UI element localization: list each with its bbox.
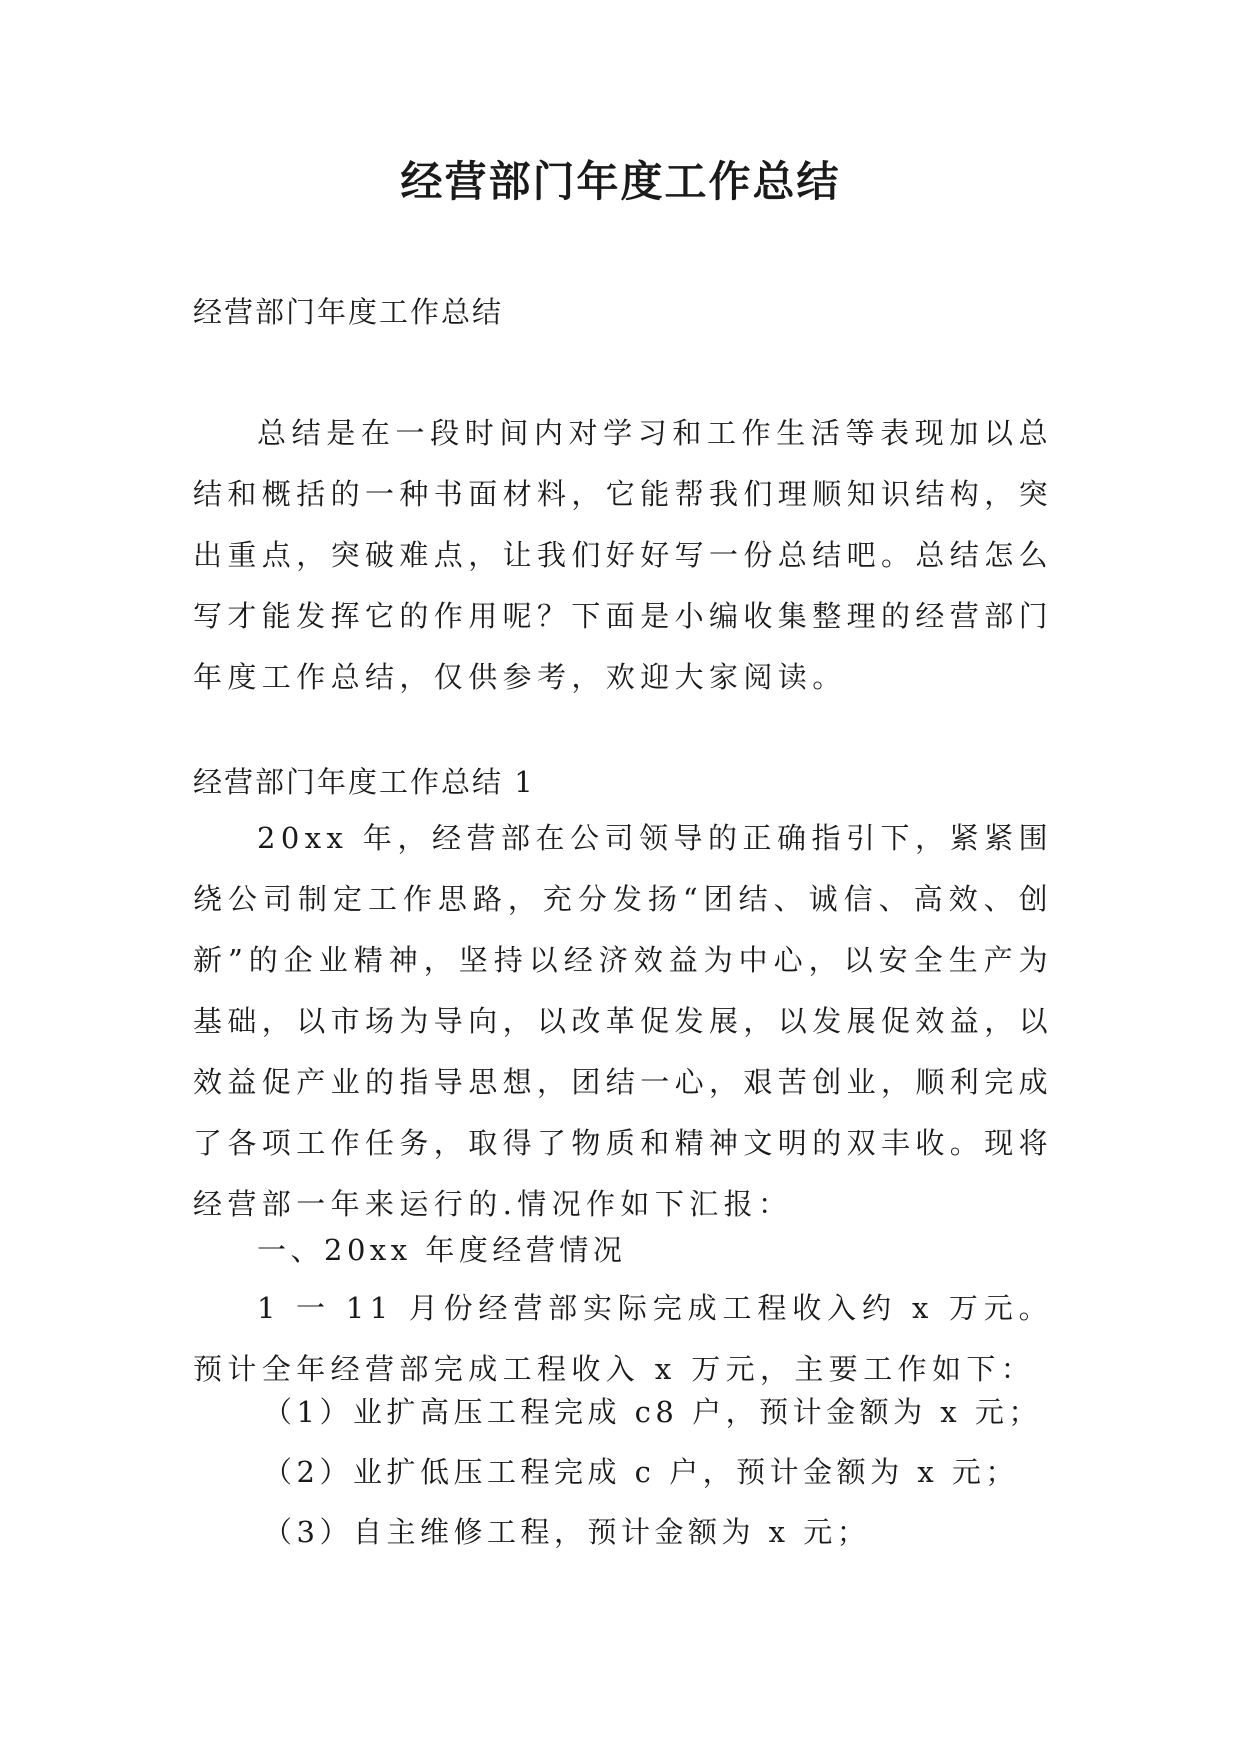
document-title: 经营部门年度工作总结: [400, 157, 841, 206]
list-item: （1）业扩高压工程完成 c8 户，预计金额为 x 元；: [263, 1395, 1042, 1429]
section-heading: 经营部门年度工作总结 1: [193, 765, 535, 799]
subsection-heading: 一、20xx 年度经营情况: [257, 1233, 627, 1267]
list-item: （2）业扩低压工程完成 c 户，预计金额为 x 元；: [263, 1455, 1019, 1489]
document-subtitle: 经营部门年度工作总结: [193, 295, 504, 329]
revenue-paragraph: 1 一 11 月份经营部实际完成工程收入约 x 万元。预计全年经营部完成工程收入 x 万元，主要工作如下：: [193, 1291, 1053, 1386]
intro-paragraph: 总结是在一段时间内对学习和工作生活等表现加以总结和概括的一种书面材料，它能帮我们理顺知识结构，突出重点，突破难点，让我们好好写一份总结吧。总结怎么写才能发挥它的作用呢？下面是小编收集整理的经营部门年度工作总结，仅供参考，欢迎大家阅读。: [193, 416, 1054, 694]
section-body-paragraph: 20xx 年，经营部在公司领导的正确指引下，紧紧围绕公司制定工作思路，充分发扬“团结、诚信、高效、创新”的企业精神，坚持以经济效益为中心，以安全生产为基础，以市场为导向，以改革促发展，以发展促效益，以效益促产业的指导思想，团结一心，艰苦创业，顺利完成了各项工作任务，取得了物质和精神文明的双丰收。现将经营部一年来运行的.情况作如下汇报：: [193, 821, 1054, 1221]
list-item: （3）自主维修工程，预计金额为 x 元；: [263, 1515, 871, 1549]
